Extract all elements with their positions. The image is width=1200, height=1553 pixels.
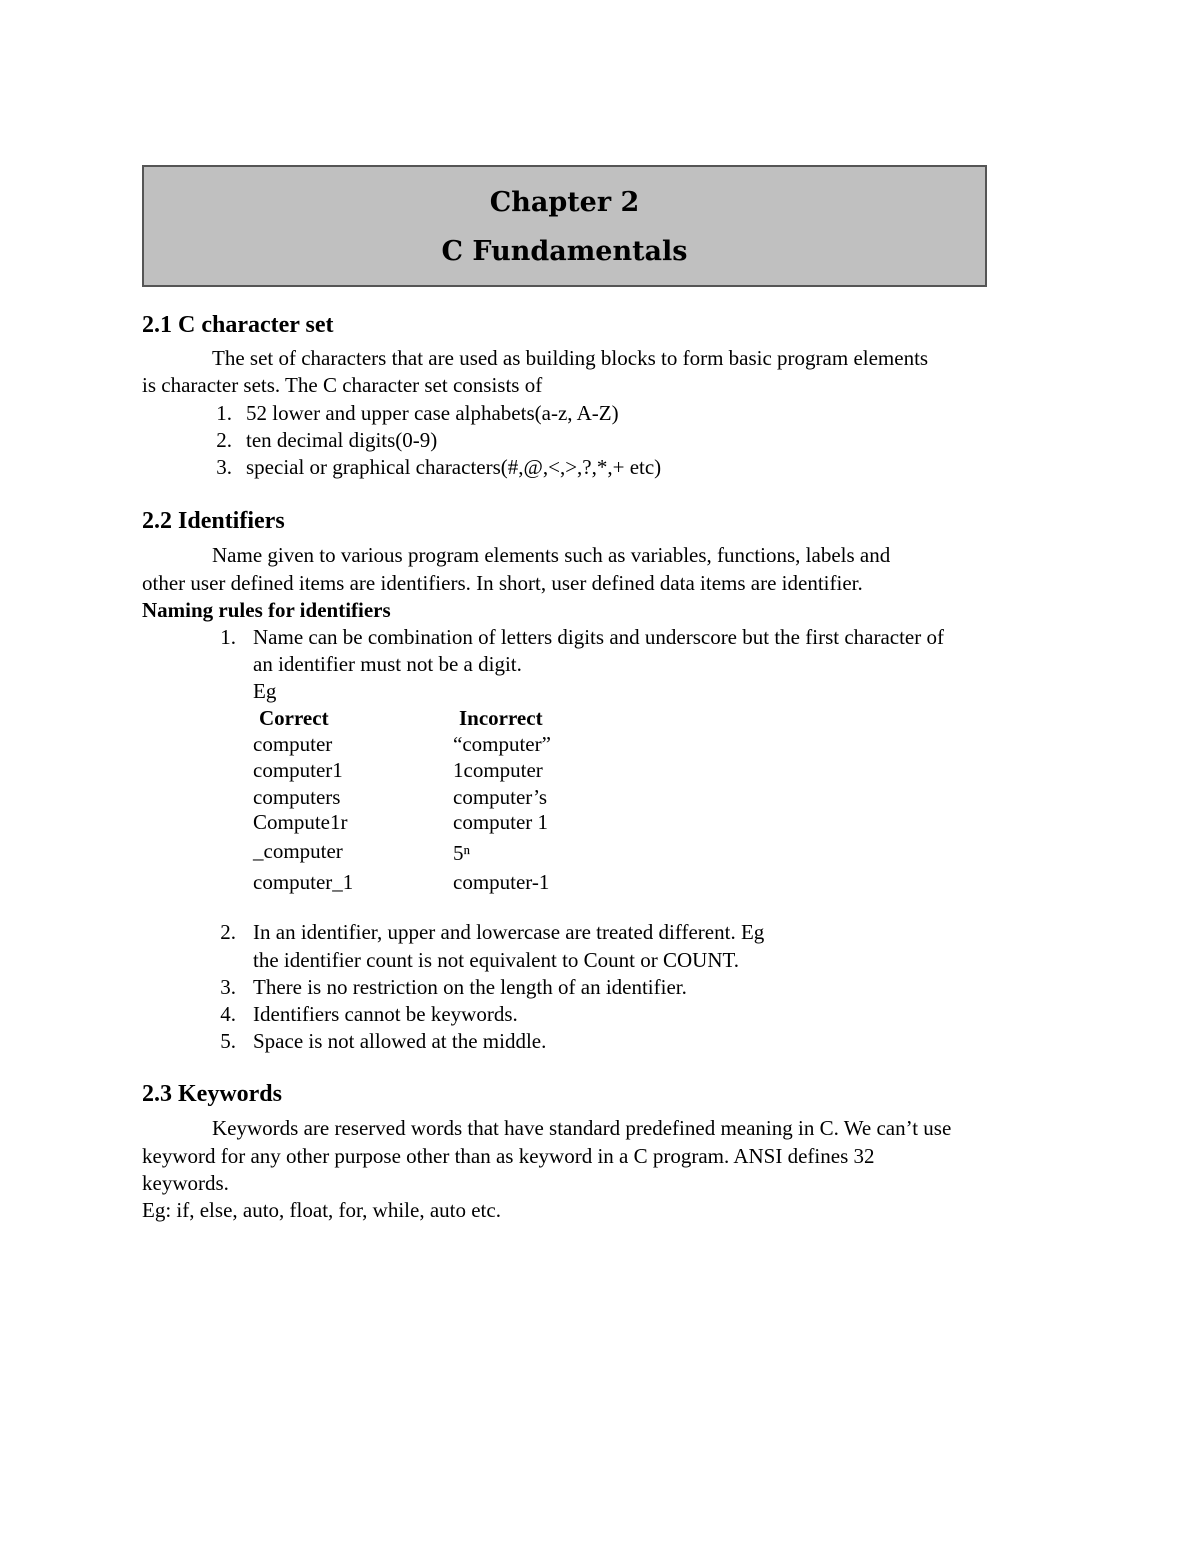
list-number: 3. <box>216 455 232 479</box>
chapter-title: C Fundamentals <box>441 236 688 267</box>
section-heading-keywords: 2.3 Keywords <box>142 1081 282 1107</box>
list-item: There is no restriction on the length of an identifier. <box>253 975 687 999</box>
table-cell-incorrect: computer’s <box>453 785 548 809</box>
table-cell-incorrect: 1computer <box>453 758 543 782</box>
table-cell-incorrect: “computer” <box>453 732 551 756</box>
list-number: 1. <box>216 401 232 425</box>
list-item: Identifiers cannot be keywords. <box>253 1002 518 1026</box>
paragraph-line: keywords. <box>142 1171 229 1195</box>
table-cell-incorrect: computer-1 <box>453 870 550 894</box>
section-heading-character-set: 2.1 C character set <box>142 312 334 338</box>
table-header-incorrect: Incorrect <box>459 706 543 730</box>
list-item: Name can be combination of letters digits and underscore but the first character of <box>253 625 944 649</box>
table-cell-incorrect: computer 1 <box>453 810 549 834</box>
list-item: ten decimal digits(0-9) <box>246 428 438 452</box>
paragraph-line: The set of characters that are used as building blocks to form basic program elements <box>212 346 929 370</box>
paragraph-line: Keywords are reserved words that have standard predefined meaning in C. We can’t use <box>212 1116 952 1140</box>
paragraph-line: is character sets. The C character set consists of <box>142 373 543 397</box>
table-cell-correct: computer <box>253 732 333 756</box>
table-header-correct: Correct <box>259 706 329 730</box>
table-cell-correct: computers <box>253 785 341 809</box>
list-item-continuation: an identifier must not be a digit. <box>253 652 522 676</box>
list-number: 1. <box>220 625 236 649</box>
rules-heading: Naming rules for identifiers <box>142 598 391 622</box>
table-cell-correct: computer1 <box>253 758 343 782</box>
list-number: 4. <box>220 1002 236 1026</box>
list-item: In an identifier, upper and lowercase are treated different. Eg <box>253 920 765 944</box>
table-cell-correct: computer_1 <box>253 870 354 894</box>
table-cell-incorrect: 5ⁿ <box>453 841 471 865</box>
example-label: Eg <box>253 679 277 703</box>
section-heading-identifiers: 2.2 Identifiers <box>142 508 285 534</box>
list-number: 2. <box>220 920 236 944</box>
list-number: 5. <box>220 1029 236 1053</box>
list-number: 2. <box>216 428 232 452</box>
keywords-example: Eg: if, else, auto, float, for, while, auto etc. <box>142 1198 501 1222</box>
chapter-title-box <box>142 165 987 287</box>
list-item-continuation: the identifier count is not equivalent to Count or COUNT. <box>253 948 740 972</box>
list-item: Space is not allowed at the middle. <box>253 1029 547 1053</box>
paragraph-line: other user defined items are identifiers. In short, user defined data items are identifier. <box>142 571 863 595</box>
table-cell-correct: _computer <box>253 839 343 863</box>
paragraph-line: keyword for any other purpose other than as keyword in a C program. ANSI defines 32 <box>142 1144 875 1168</box>
chapter-number: Chapter 2 <box>489 187 640 218</box>
table-cell-correct: Compute1r <box>253 810 348 834</box>
list-number: 3. <box>220 975 236 999</box>
paragraph-line: Name given to various program elements such as variables, functions, labels and <box>212 543 891 567</box>
list-item: 52 lower and upper case alphabets(a-z, A-Z) <box>246 401 619 425</box>
list-item: special or graphical characters(#,@,<,>,?,*,+ etc) <box>246 455 662 479</box>
